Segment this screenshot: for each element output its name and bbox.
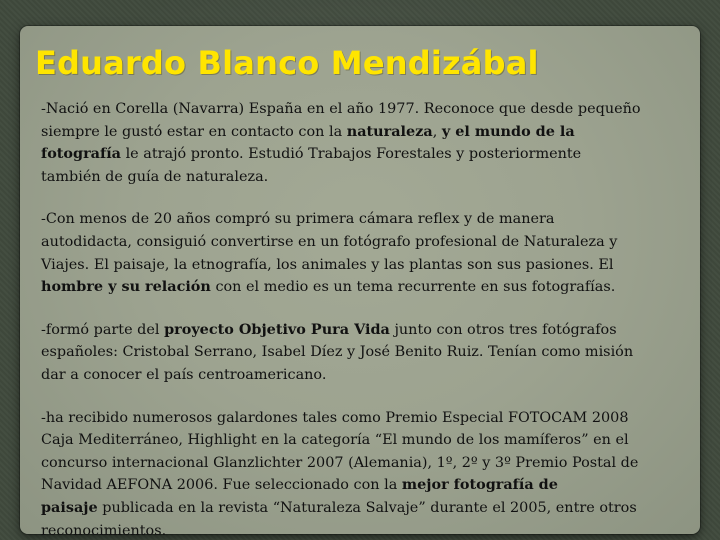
text-segment: -Con menos de 20 años compró su primera cámara reflex y de manera	[41, 211, 555, 228]
text-line	[41, 474, 689, 497]
text-line	[41, 98, 689, 121]
text-segment: -Nació en Corella (Navarra) España en el año 1977. Reconoce que desde pequeño	[41, 101, 641, 117]
bold-text: fotografía	[41, 145, 121, 163]
text-segment: autodidacta, consiguió convertirse en un fotógrafo profesional de Naturaleza y	[41, 233, 618, 250]
text-line	[41, 121, 689, 144]
text-line	[41, 520, 689, 540]
paragraph-4	[41, 407, 689, 540]
text-segment: ,	[432, 123, 442, 140]
bold-text: hombre y su relación	[41, 278, 211, 296]
bold-text: mejor fotografía de	[401, 476, 558, 494]
bold-text: y el mundo de la	[441, 122, 575, 140]
bold-text: paisaje	[41, 498, 98, 516]
text-segment: siempre le gustó estar en contacto con la	[41, 123, 347, 140]
bold-text: proyecto Objetivo Pura Vida	[164, 320, 390, 338]
text-line	[41, 276, 689, 299]
page-title: Eduardo Blanco Mendizábal	[35, 44, 539, 82]
paragraph-3	[41, 319, 689, 387]
text-line	[41, 231, 689, 254]
text-segment: dar a conocer el país centroamericano.	[41, 366, 327, 383]
text-segment: junto con otros tres fotógrafos	[389, 321, 617, 338]
biography-text	[41, 98, 689, 540]
text-segment: -ha recibido numerosos galardones tales como Premio Especial FOTOCAM 2008	[41, 409, 629, 426]
text-segment: con el medio es un tema recurrente en sus fotografías.	[210, 279, 616, 296]
text-line	[41, 452, 689, 475]
text-line	[41, 319, 689, 342]
paragraph-2	[41, 208, 689, 298]
text-segment: concurso internacional Glanzlichter 2007 (Alemania), 1º, 2º y 3º Premio Postal de	[41, 454, 639, 471]
text-segment: publicada en la revista “Naturaleza Salvaje” durante el 2005, entre otros	[97, 499, 637, 516]
text-segment: españoles: Cristobal Serrano, Isabel Díez y José Benito Ruiz. Tenían como misión	[41, 344, 634, 361]
text-line	[41, 407, 689, 430]
text-segment: -formó parte del	[41, 321, 165, 338]
text-segment: Navidad AEFONA 2006. Fue seleccionado con la	[41, 477, 402, 494]
text-line	[41, 497, 689, 520]
text-line	[41, 341, 689, 364]
text-line	[41, 364, 689, 387]
text-line	[41, 166, 689, 189]
text-line	[41, 208, 689, 231]
paragraph-1	[41, 98, 689, 188]
text-segment: reconocimientos.	[41, 522, 167, 539]
text-line	[41, 254, 689, 277]
text-segment: Caja Mediterráneo, Highlight en la categoría “El mundo de los mamíferos” en el	[41, 432, 629, 449]
text-segment: Viajes. El paisaje, la etnografía, los animales y las plantas son sus pasiones. El	[41, 256, 614, 273]
text-segment: le atrajó pronto. Estudió Trabajos Forestales y posteriormente	[121, 146, 582, 163]
bold-text: naturaleza	[346, 122, 433, 140]
text-line	[41, 143, 689, 166]
text-line	[41, 429, 689, 452]
text-segment: también de guía de naturaleza.	[41, 168, 269, 185]
